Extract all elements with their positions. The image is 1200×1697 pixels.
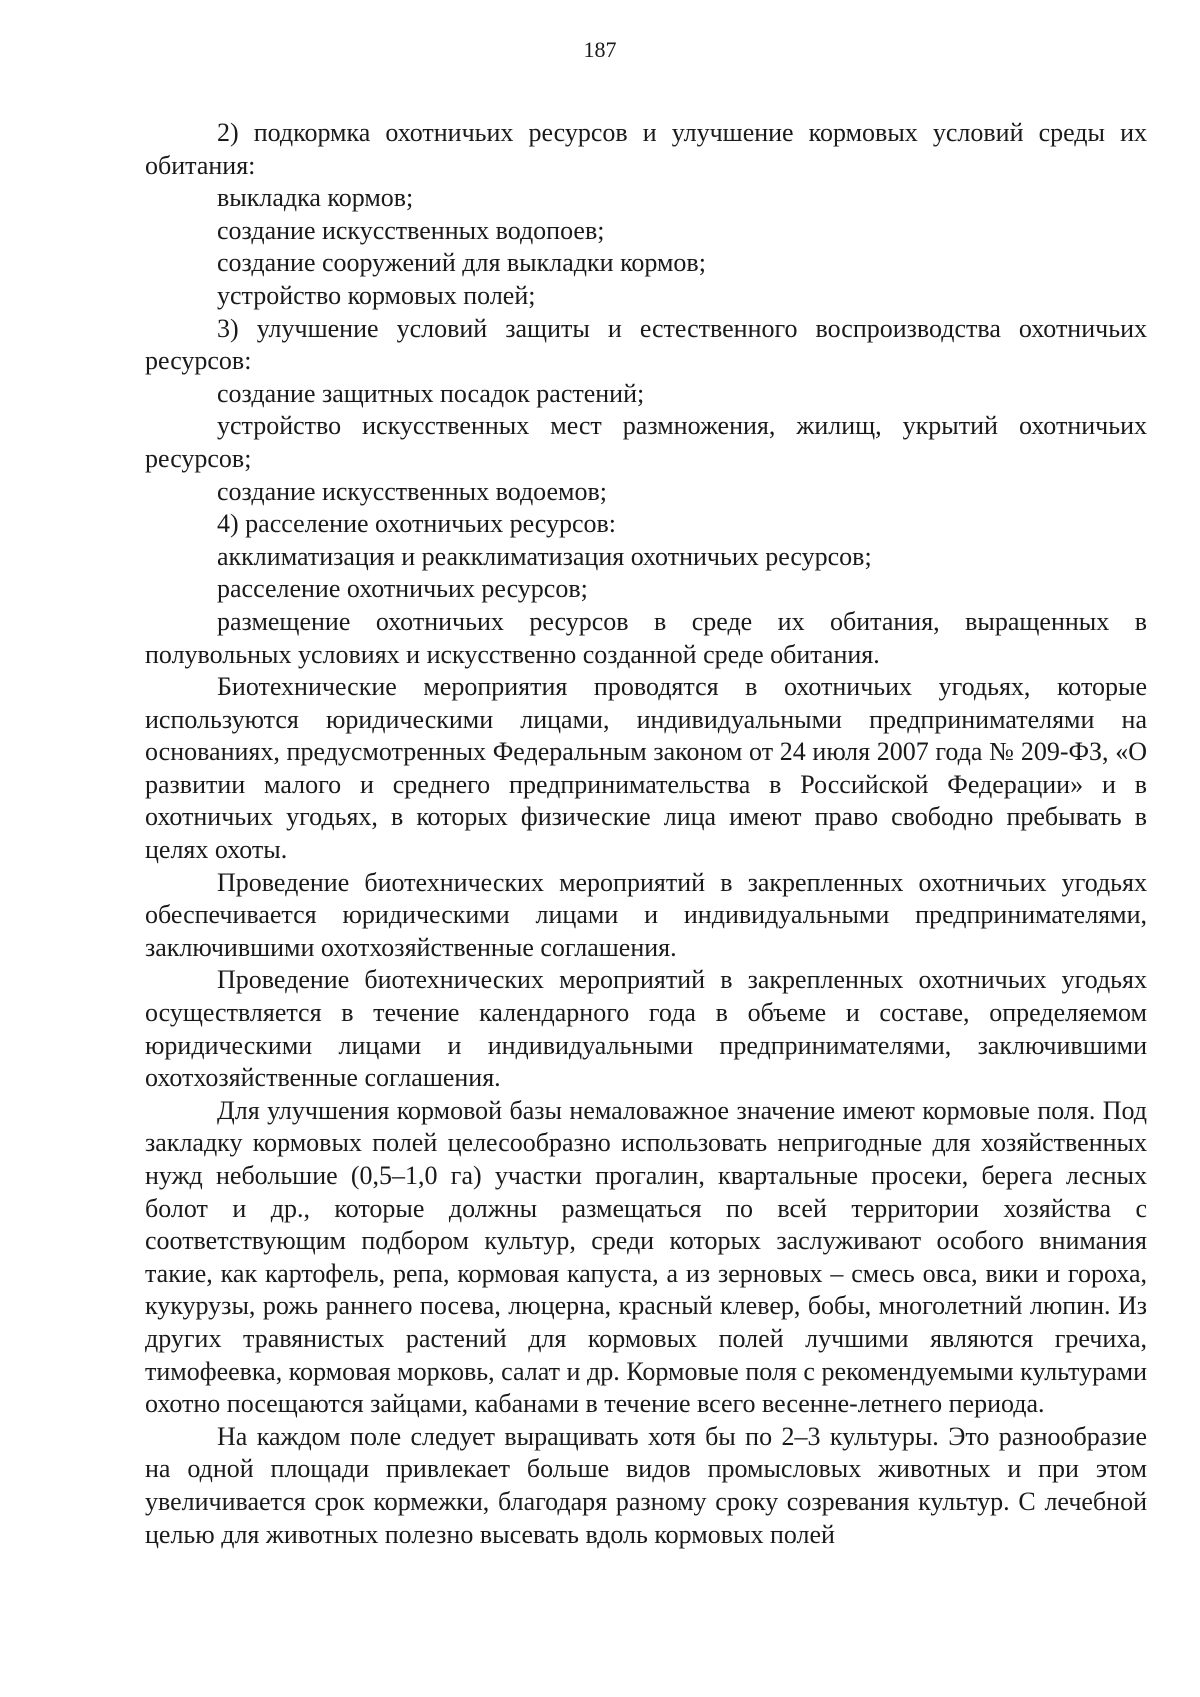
page-number: 187: [583, 37, 617, 62]
paragraph: создание защитных посадок растений;: [217, 378, 645, 408]
paragraph: расселение охотничьих ресурсов;: [217, 574, 588, 604]
paragraph: создание искусственных водопоев;: [217, 215, 605, 245]
paragraph: создание искусственных водоемов;: [217, 476, 607, 506]
paragraph: 3) улучшение условий защиты и естественного воспроизводства охотничьих ресурсов:: [145, 313, 1147, 376]
paragraph: устройство кормовых полей;: [217, 280, 536, 310]
paragraph: устройство искусственных мест размножения, жилищ, укрытий охотничьих ресурсов;: [145, 411, 1147, 473]
paragraph: выкладка кормов;: [217, 183, 414, 213]
body-text: [145, 117, 1147, 1551]
paragraph: 2) подкормка охотничьих ресурсов и улучшение кормовых условий среды их обитания:: [145, 118, 1147, 180]
paragraph: 4) расселение охотничьих ресурсов:: [217, 509, 617, 539]
paragraph: Биотехнические мероприятия проводятся в охотничьих угодьях, которые используются юридическими лицами, индивидуальными предпринимателями на основаниях, предусмотренных Федеральным законом от 24 июля 2007 года № 209-ФЗ, «О развитии малого и среднего предпринимательства в Российской Федерации» и в охотничьих угодьях, в которых физические лица имеют право свободно пребывать в целях охоты.: [145, 672, 1147, 865]
paragraph: Проведение биотехнических мероприятий в закрепленных охотничьих угодьях осуществляется в течение календарного года в объеме и составе, определяемом юридическими лицами и индивидуальными предпринимателями, заключившими охотхозяйственные соглашения.: [145, 965, 1147, 1093]
paragraph: Для улучшения кормовой базы немаловажное значение имеют кормовые поля. Под закладку кормовых полей целесообразно использовать непригодные для хозяйственных нужд небольшие (0,5–1,0 га) участки прогалин, квартальные просеки, берега лесных болот и др., которые должны размещаться по всей территории хозяйства с соответствующим подбором культур, среди которых заслуживают особого внимания такие, как картофель, репа, кормовая капуста, а из зерновых – смесь овса, вики и гороха, кукурузы, рожь раннего посева, люцерна, красный клевер, бобы, многолетний люпин. Из других травянистых растений для кормовых полей лучшими являются гречиха, тимофеевка, кормовая морковь, салат и др. Кормовые поля с рекомендуемыми культурами охотно посещаются зайцами, кабанами в течение всего весенне-летнего периода.: [145, 1095, 1147, 1419]
paragraph: создание сооружений для выкладки кормов;: [217, 248, 706, 278]
paragraph: Проведение биотехнических мероприятий в закрепленных охотничьих угодьях обеспечивается юридическими лицами и индивидуальными предпринимателями, заключившими охотхозяйственные соглашения.: [145, 867, 1147, 962]
paragraph: На каждом поле следует выращивать хотя бы по 2–3 культуры. Это разнообразие на одной площади привлекает больше видов промысловых животных и при этом увеличивается срок кормежки, благодаря разному сроку созревания культур. С лечебной целью для животных полезно высевать вдоль кормовых полей: [145, 1421, 1147, 1549]
paragraph: размещение охотничьих ресурсов в среде их обитания, выращенных в полувольных условиях и искусственно созданной среде обитания.: [145, 606, 1147, 669]
paragraph: акклиматизация и реакклиматизация охотничьих ресурсов;: [217, 541, 872, 571]
